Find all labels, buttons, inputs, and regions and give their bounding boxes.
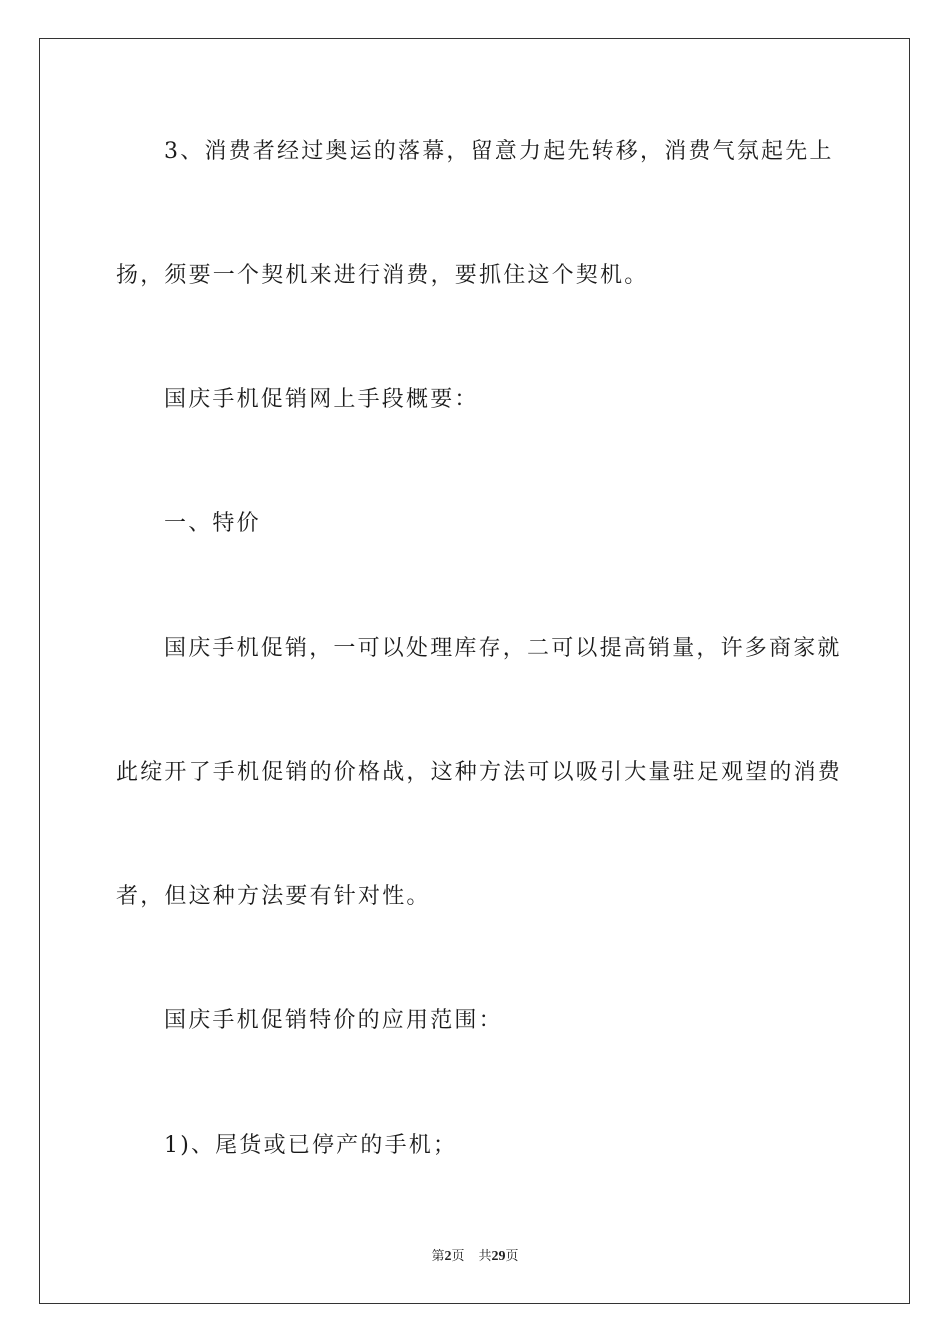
total-pages: 29 — [491, 1249, 506, 1264]
page-number: 2 — [444, 1249, 452, 1264]
total-suffix: 页 — [505, 1249, 519, 1264]
page-border — [39, 38, 910, 1304]
section-heading: 一、特价 — [164, 511, 261, 536]
page-suffix: 页 — [451, 1249, 465, 1264]
section-heading: 国庆手机促销特价的应用范围： — [164, 1008, 503, 1033]
list-item: 1)、尾货或已停产的手机； — [164, 1133, 458, 1158]
page-prefix: 第 — [431, 1249, 445, 1264]
paragraph-line: 3、消费者经过奥运的落幕，留意力起先转移，消费气氛起先上 — [164, 139, 834, 164]
paragraph-line: 此绽开了手机促销的价格战，这种方法可以吸引大量驻足观望的消费 — [116, 760, 843, 785]
paragraph-line: 国庆手机促销，一可以处理库存，二可以提高销量，许多商家就 — [164, 636, 842, 661]
paragraph-line: 扬，须要一个契机来进行消费，要抓住这个契机。 — [116, 263, 649, 288]
total-prefix: 共 — [478, 1249, 492, 1264]
section-heading: 国庆手机促销网上手段概要： — [164, 387, 479, 412]
paragraph-line: 者，但这种方法要有针对性。 — [116, 884, 431, 909]
page-footer — [0, 1248, 950, 1266]
